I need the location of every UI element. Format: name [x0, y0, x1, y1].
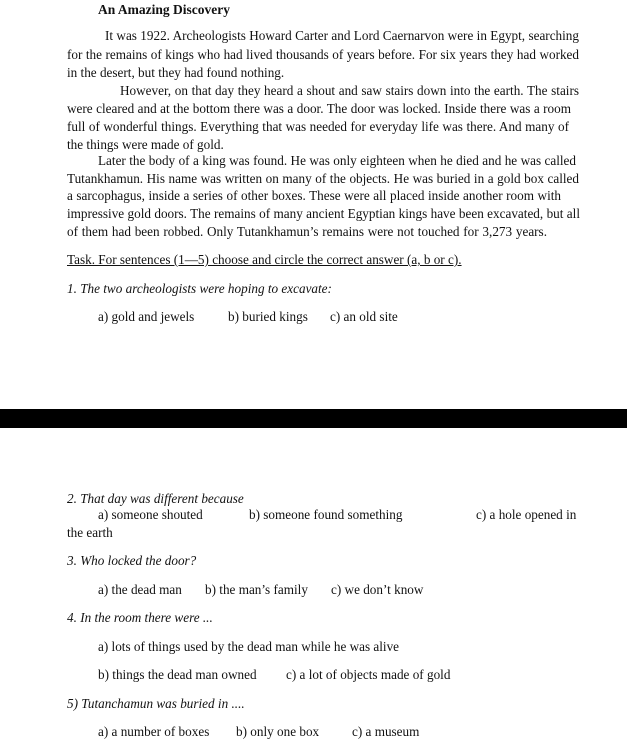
page-title: An Amazing Discovery: [98, 2, 230, 17]
q3-option-b[interactable]: b) the man’s family: [205, 582, 308, 597]
passage-line: of them had been robbed. Only Tutankhamun’s remains were not touched for 3,273 years.: [67, 224, 547, 239]
passage-line: Tutankhamun. His name was written on many of the objects. He was buried in a gold box called: [67, 171, 579, 186]
question-1: 1. The two archeologists were hoping to excavate:: [67, 281, 332, 296]
passage-line: However, on that day they heard a shout and saw stairs down into the earth. The stairs: [120, 83, 579, 98]
passage-line: a sarcophagus, inside a series of other boxes. These were all placed inside another room with: [67, 188, 561, 203]
passage-line: for the remains of kings who had lived thousands of years before. For six years they had worked: [67, 47, 579, 62]
question-3: 3. Who locked the door?: [67, 553, 197, 568]
q2-option-b[interactable]: b) someone found something: [249, 507, 403, 522]
question-5: 5) Tutanchamun was buried in ....: [67, 696, 245, 711]
passage-line: It was 1922. Archeologists Howard Carter and Lord Caernarvon were in Egypt, searching: [105, 28, 579, 43]
passage-line: in the desert, but they had found nothing.: [67, 65, 285, 80]
black-divider-band: [0, 409, 627, 428]
passage-line: full of wonderful things. Everything that was needed for everyday life was there. And many of: [67, 119, 569, 134]
q1-option-a[interactable]: a) gold and jewels: [98, 309, 195, 324]
q2-option-a[interactable]: a) someone shouted: [98, 507, 203, 522]
q5-option-a[interactable]: a) a number of boxes: [98, 724, 210, 739]
q2-option-c-continued[interactable]: the earth: [67, 525, 113, 540]
question-2: 2. That day was different because: [67, 491, 244, 506]
task-instruction: Task. For sentences (1—5) choose and circle the correct answer (a, b or c).: [67, 252, 462, 267]
q1-option-b[interactable]: b) buried kings: [228, 309, 308, 324]
q3-option-a[interactable]: a) the dead man: [98, 582, 182, 597]
passage-line: Later the body of a king was found. He was only eighteen when he died and he was called: [98, 153, 576, 168]
q3-option-c[interactable]: c) we don’t know: [331, 582, 424, 597]
q1-option-c[interactable]: c) an old site: [330, 309, 398, 324]
q4-option-a[interactable]: a) lots of things used by the dead man while he was alive: [98, 639, 400, 654]
q2-option-c[interactable]: c) a hole opened in: [476, 507, 577, 522]
q4-option-c[interactable]: c) a lot of objects made of gold: [286, 667, 451, 682]
q4-option-b[interactable]: b) things the dead man owned: [98, 667, 257, 682]
passage-line: impressive gold doors. The remains of many ancient Egyptian kings have been excavated, but all: [67, 206, 580, 221]
question-4: 4. In the room there were ...: [67, 610, 213, 625]
passage-line: were cleared and at the bottom there was a door. The door was locked. Inside there was a room: [67, 101, 571, 116]
q5-option-c[interactable]: c) a museum: [352, 724, 420, 739]
q5-option-b[interactable]: b) only one box: [236, 724, 320, 739]
passage-line: the things were made of gold.: [67, 137, 224, 152]
